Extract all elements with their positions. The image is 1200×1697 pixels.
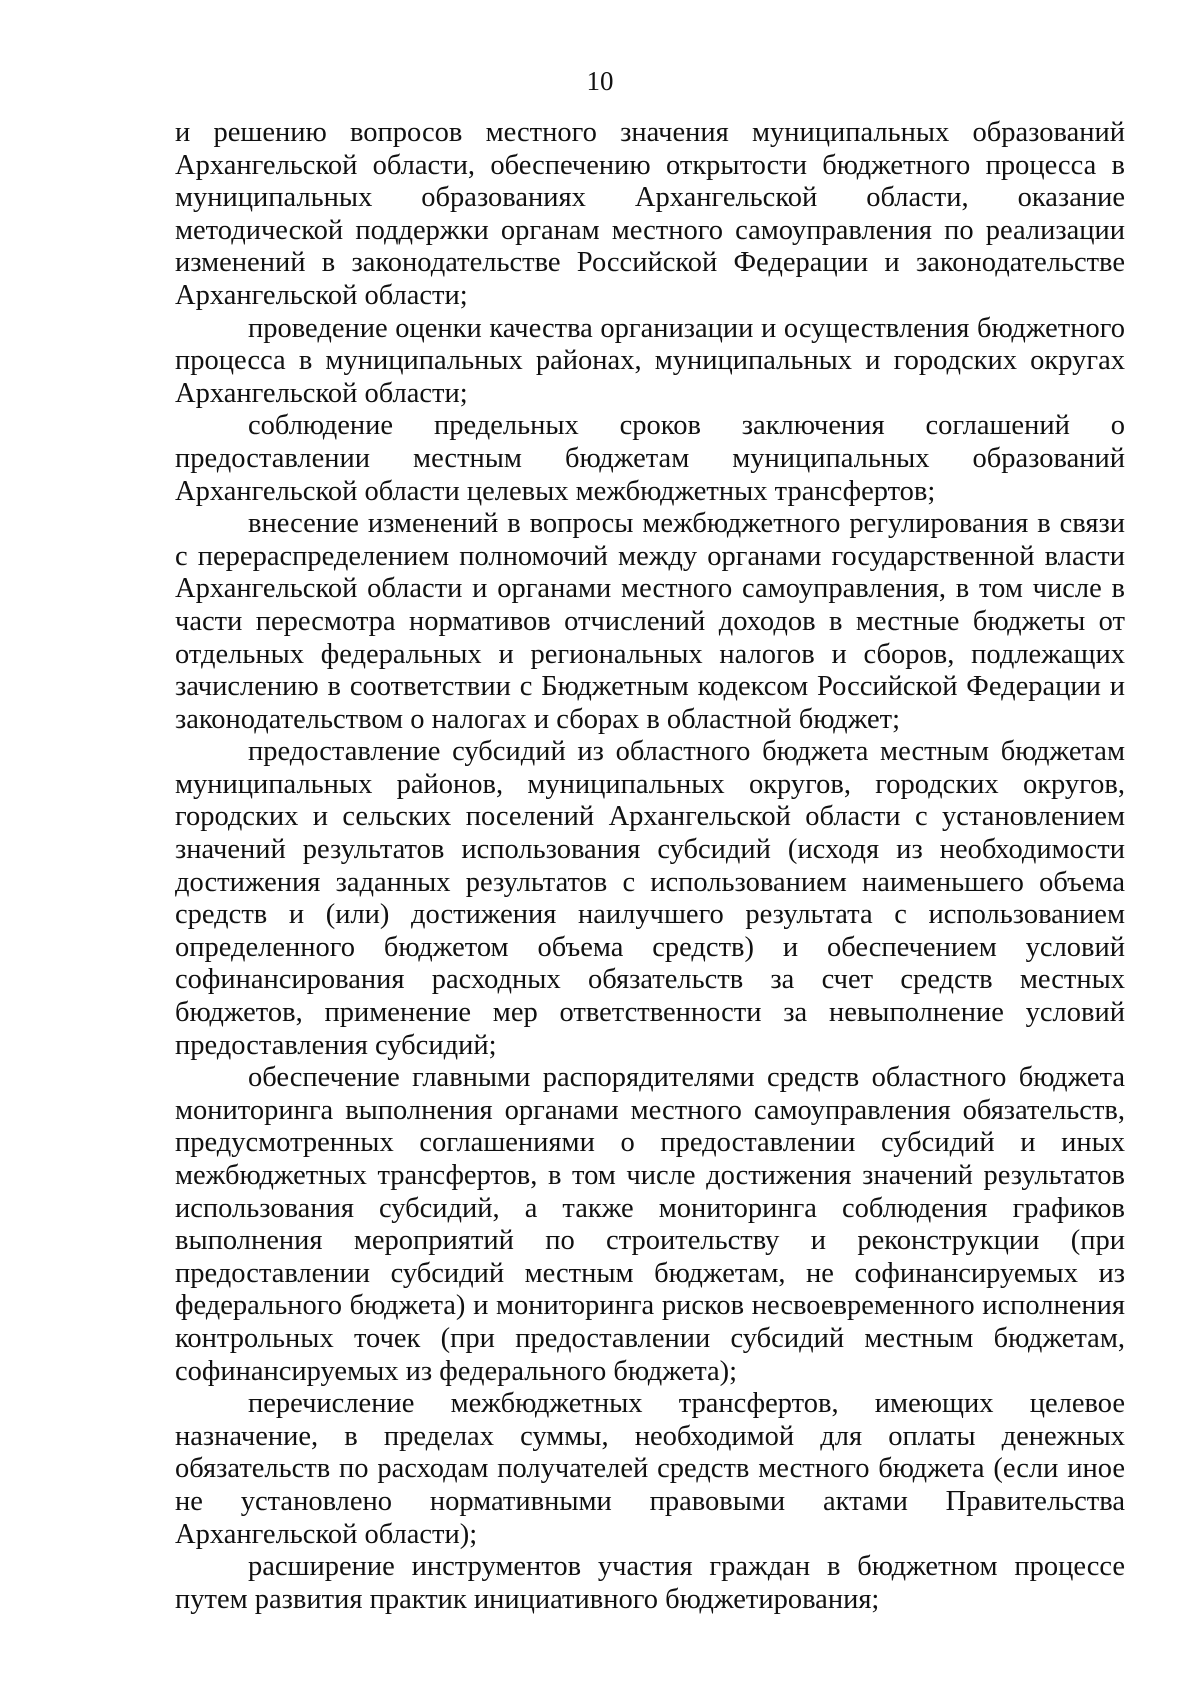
page-number: 10: [586, 66, 614, 96]
paragraph-subsidies-provision: предоставление субсидий из областного бюджета местным бюджетам муниципальных районов, муниципальных округов, городских округов, городских и сельских поселений Архангельской области с установлением значений результатов использования субсидий (исходя из необходимости достижения заданных результатов с использованием наименьшего объема средств и (или) достижения наилучшего результата с использованием определенного бюджетом объема средств) и обеспечением условий софинансирования расходных обязательств за счет средств местных бюджетов, применение мер ответственности за невыполнение условий предоставления субсидий;: [175, 736, 1125, 1061]
paragraph-budget-quality-assessment: проведение оценки качества организации и осуществления бюджетного процесса в муниципальных районах, муниципальных и городских округах Архангельской области;: [175, 312, 1125, 409]
paragraph-agreement-deadlines: соблюдение предельных сроков заключения соглашений о предоставлении местным бюджетам муниципальных образований Архангельской области целевых межбюджетных трансфертов;: [175, 410, 1125, 507]
document-body: [175, 117, 1125, 1616]
paragraph-continuation: и решению вопросов местного значения муниципальных образований Архангельской области, обеспечению открытости бюджетного процесса в муниципальных образованиях Архангельской области, оказание методической поддержки органам местного самоуправления по реализации изменений в законодательстве Российской Федерации и законодательстве Архангельской области;: [175, 117, 1125, 311]
paragraph-interbudget-regulation: внесение изменений в вопросы межбюджетного регулирования в связи с перераспределением полномочий между органами государственной власти Архангельской области и органами местного самоуправления, в том числе в части пересмотра нормативов отчислений доходов в местные бюджеты от отдельных федеральных и региональных налогов и сборов, подлежащих зачислению в соответствии с Бюджетным кодексом Российской Федерации и законодательством о налогах и сборах в областной бюджет;: [175, 508, 1125, 735]
paragraph-transfers-payment: перечисление межбюджетных трансфертов, имеющих целевое назначение, в пределах суммы, необходимой для оплаты денежных обязательств по расходам получателей средств местного бюджета (если иное не установлено нормативными правовыми актами Правительства Архангельской области);: [175, 1388, 1125, 1550]
paragraph-citizen-participation: расширение инструментов участия граждан в бюджетном процессе путем развития практик инициативного бюджетирования;: [175, 1551, 1125, 1615]
paragraph-monitoring-obligations: обеспечение главными распорядителями средств областного бюджета мониторинга выполнения органами местного самоуправления обязательств, предусмотренных соглашениями о предоставлении субсидий и иных межбюджетных трансфертов, в том числе достижения значений результатов использования субсидий, а также мониторинга соблюдения графиков выполнения мероприятий по строительству и реконструкции (при предоставлении субсидий местным бюджетам, не софинансируемых из федерального бюджета) и мониторинга рисков несвоевременного исполнения контрольных точек (при предоставлении субсидий местным бюджетам, софинансируемых из федерального бюджета);: [175, 1062, 1125, 1387]
